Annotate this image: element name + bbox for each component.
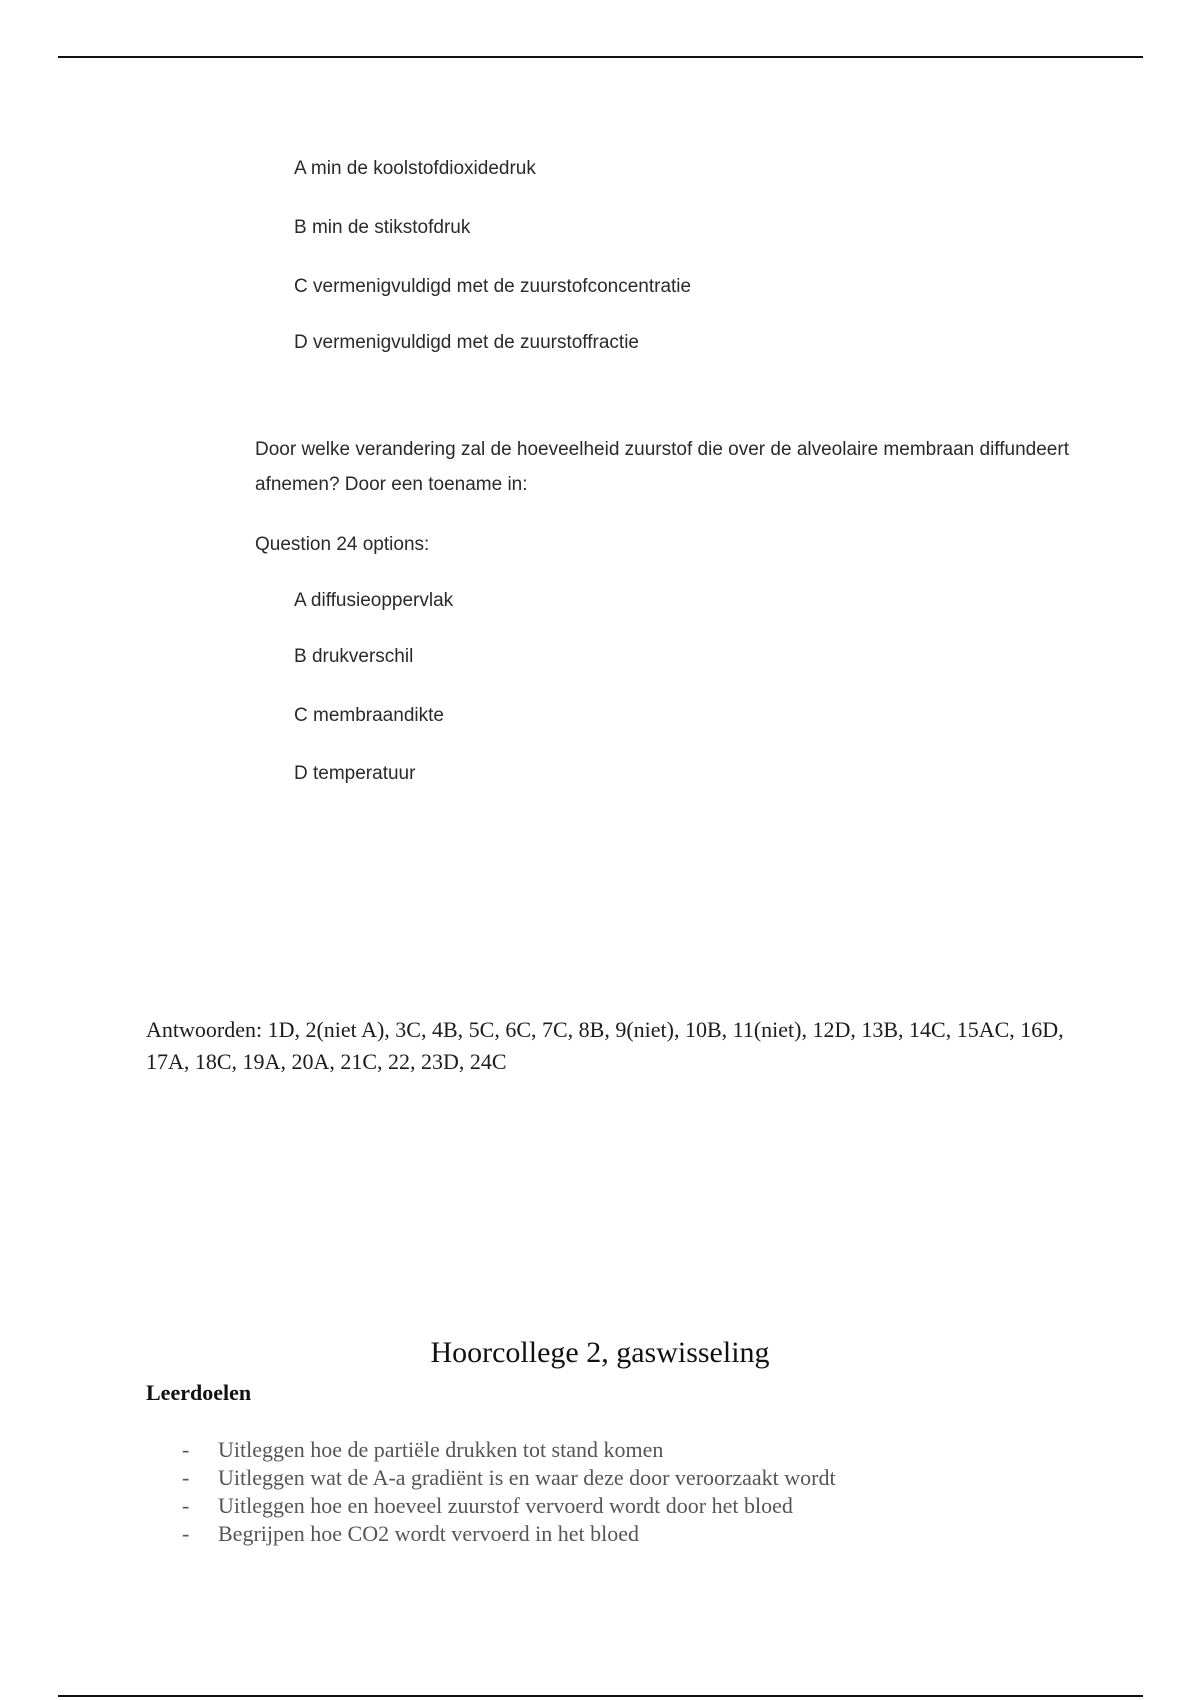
option-d: D temperatuur — [294, 763, 416, 784]
section-title: Hoorcollege 2, gaswisseling — [430, 1336, 770, 1369]
learning-goals-list — [182, 1436, 836, 1548]
prev-option-a: A min de koolstofdioxidedruk — [294, 158, 536, 179]
prev-option-d: D vermenigvuldigd met de zuurstoffractie — [294, 332, 639, 353]
bullet-marker: - — [182, 1521, 190, 1546]
goal-text: Begrijpen hoe CO2 wordt vervoerd in het bloed — [218, 1521, 639, 1546]
section-subheading: Leerdoelen — [146, 1380, 252, 1405]
bottom-divider — [58, 1695, 1143, 1697]
goal-text: Uitleggen hoe de partiële drukken tot stand komen — [218, 1437, 664, 1462]
option-c: C membraandikte — [294, 705, 444, 726]
list-item — [182, 1436, 836, 1464]
prev-option-b: B min de stikstofdruk — [294, 217, 471, 238]
question-text: Door welke verandering zal de hoeveelheid zuurstof die over de alveolaire membraan diffundeert afnemen? Door een toename in: — [255, 439, 1069, 495]
bullet-marker: - — [182, 1437, 190, 1462]
top-divider — [58, 56, 1143, 58]
option-a: A diffusieoppervlak — [294, 590, 454, 611]
answer-key: Antwoorden: 1D, 2(niet A), 3C, 4B, 5C, 6C, 7C, 8B, 9(niet), 10B, 11(niet), 12D, 13B, 14C, 15AC, 16D, 17A, 18C, 19A, 20A, 21C, 22, 23D, 24C — [146, 1017, 1064, 1074]
goal-text: Uitleggen hoe en hoeveel zuurstof vervoerd wordt door het bloed — [218, 1493, 793, 1518]
bullet-marker: - — [182, 1493, 190, 1518]
prev-option-c: C vermenigvuldigd met de zuurstofconcentratie — [294, 276, 692, 297]
bullet-marker: - — [182, 1465, 190, 1490]
goal-text: Uitleggen wat de A-a gradiënt is en waar deze door veroorzaakt wordt — [218, 1465, 836, 1490]
list-item — [182, 1492, 836, 1520]
question-options-label: Question 24 options: — [255, 534, 430, 555]
option-b: B drukverschil — [294, 646, 414, 667]
list-item — [182, 1464, 836, 1492]
list-item — [182, 1520, 836, 1548]
